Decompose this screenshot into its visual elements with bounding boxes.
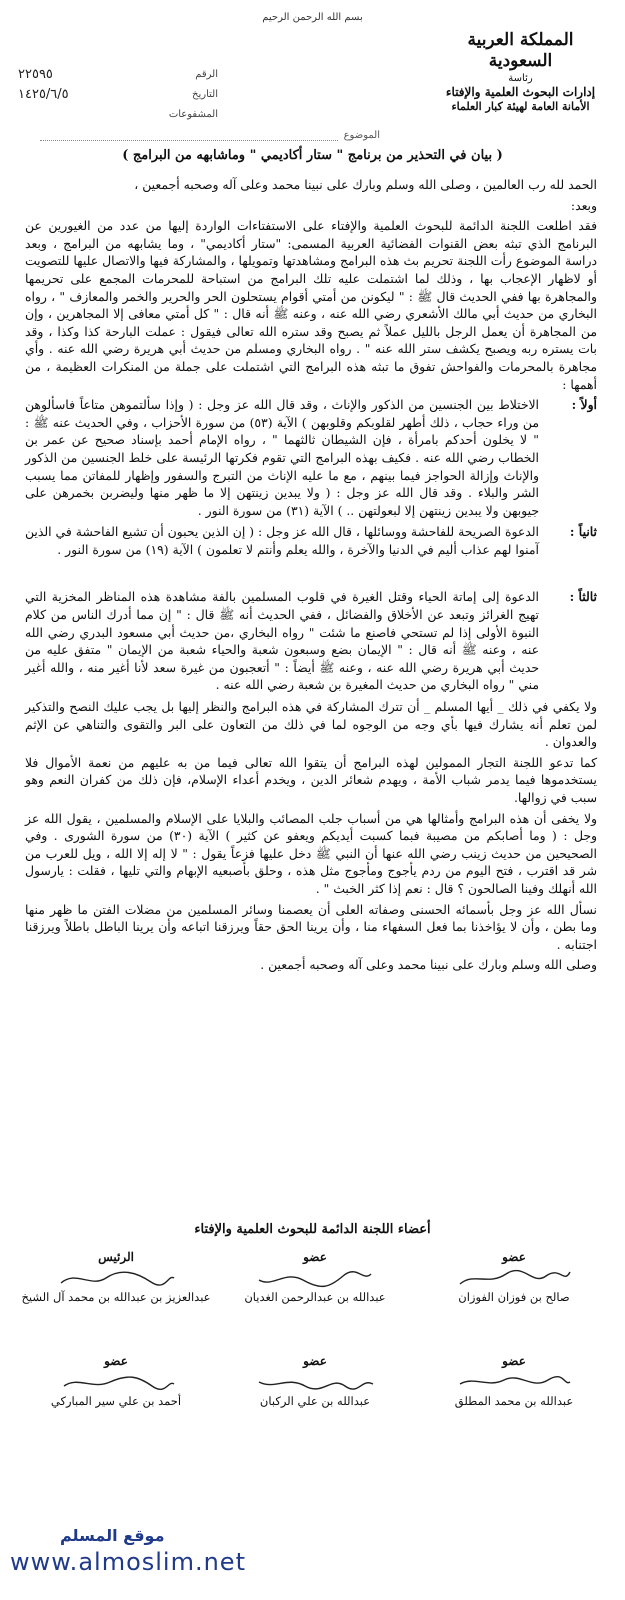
attachments-label: المشفوعات: [168, 108, 218, 120]
meta-attach-row: [18, 104, 218, 124]
org-line-departments: إدارات البحوث العلمية والإفتاء: [445, 85, 596, 99]
signature-block: [220, 1354, 410, 1408]
point-text: الاختلاط بين الجنسين من الذكور والإناث ، وقد قال الله عز وجل : ( وإذا سألتموهن متاعاً فاسألوهن من وراء حجاب ، ذلك أطهر لقلوبكم وقلوبهن ) الآية (٥٣) من سورة الأحزاب ، وفي الحديث عنه ﷺ : " لا يخلون أحدكم بامرأة ، فإن الشيطان ثالثهما " ، رواه الإمام أحمد بإسناد صحيح عن عمر بن الخطاب رضي الله عنه . فكيف بهذه البرامج التي تقوم فكرتها الرئيسة على خلط الجنسين من الذكور والإناث وإزالة الحواجز فيما بينهم ، مع ما عليه الإناث من التبرج والسفور وإظهار للمفاتن مما يسبب الشر والبلاء . وقد قال الله عز وجل : ( ولا يبدين زينتهن إلا ما ظهر منها وليضربن بخمرهن على جيوبهن ولا يبدين زينتهن إلا لبعولتهن .. ) الآية (٣١) من سورة النور .: [25, 397, 539, 518]
paragraph-gap: [25, 562, 597, 588]
org-line-presidency: رئاسة: [508, 72, 533, 84]
subject-row: [40, 130, 380, 141]
signature-scribble-icon: [56, 1372, 176, 1394]
basmala: بسم الله الرحمن الرحيم: [262, 12, 363, 23]
signature-block: [16, 1354, 216, 1408]
signature-name: عبدالله بن عبدالرحمن الغديان: [244, 1290, 386, 1304]
signature-block: [220, 1250, 410, 1304]
signature-scribble-icon: [255, 1268, 375, 1290]
signature-role: عضو: [502, 1250, 526, 1264]
closing-paragraph: ولا يخفى أن هذه البرامج وأمثالها هي من أسباب جلب المصائب والبلايا على الإسلام والمسلمين ، يقول الله عز وجل : ( وما أصابكم من مصيبة فبما كسبت أيديكم ويعفو عن كثير ) الآية (٣٠) من سورة الشورى . وفي الصحيحين من حديث زينب رضي الله عنها أن النبي ﷺ دخل عليها فزعاً يقول : " لا إله إلا الله ، ويل للعرب من شر قد اقترب ، فتح اليوم من ردم يأجوج ومأجوج مثل هذه ، وحلق بأصبعيه الإبهام والتي تليها ، فقلت : يارسول الله أنهلك وفينا الصالحون ؟ قال : نعم إذا كثر الخبث " .: [25, 810, 597, 896]
signature-scribble-icon: [454, 1372, 574, 1394]
signature-name: عبدالله بن علي الركبان: [259, 1394, 371, 1408]
point-text: الدعوة الصريحة للفاحشة ووسائلها ، قال الله عز وجل : ( إن الذين يحبون أن تشيع الفاحشة في الذين آمنوا لهم عذاب أليم في الدنيا والآخرة ، والله يعلم وأنتم لا تعلمون ) الآية (١٩) من سورة النور .: [25, 524, 539, 557]
meta-date-row: [18, 84, 218, 104]
site-url[interactable]: www.almoslim.net: [10, 1548, 246, 1576]
date-value: ١٤٢٥/٦/٥: [18, 86, 69, 102]
signature-block: [16, 1250, 216, 1304]
subject-line: [40, 130, 338, 141]
point-number: ثالثاً :: [569, 589, 597, 605]
point-number: ثانياً :: [569, 524, 597, 540]
point-item: [25, 588, 597, 694]
signature-name: عبدالعزيز بن عبدالله بن محمد آل الشيخ: [21, 1290, 211, 1304]
salutation: وبعد:: [570, 197, 597, 213]
closing-paragraph: كما تدعو اللجنة التجار الممولين لهذه البرامج أن يتقوا الله تعالى فيما من به عليهم من نعمة الأموال فلا يستخدموها فيما يدمر شباب الأمة ، ويهدم شعائر الدين ، ويخدم أعداء الإسلام، فإن ذلك من كفران النعم وهو سبب في زوالها.: [25, 754, 597, 805]
signature-role: الرئيس: [98, 1250, 134, 1264]
signature-role: عضو: [104, 1354, 128, 1368]
signature-name: صالح بن فوزان الفوزان: [458, 1290, 570, 1304]
point-item: [25, 396, 597, 519]
signature-scribble-icon: [454, 1268, 574, 1290]
council-heading: أعضاء اللجنة الدائمة للبحوث العلمية والإفتاء: [194, 1222, 431, 1237]
letterhead-organization: [438, 30, 603, 114]
point-text: الدعوة إلى إماتة الحياء وقتل الغيرة في قلوب المسلمين بالفة مشاهدة هذه المناظر المخزية التي تهيج الغرائز وتبعد عن الأخلاق والفضائل ، ففي الحديث أنه ﷺ قال : " إن مما أدرك الناس من كلام النبوة الأولى إذا لم تستحي فاصنع ما شئت " رواه البخاري ،من حديث أبي مسعود البدري رضي الله عنه ، وعنه ﷺ أنه قال : " الإيمان بضع وسبعون شعبة والحياء شعبة من الإيمان " متفق عليه من حديث أبي هريرة رضي الله عنه ، وعنه ﷺ أيضاً : " أتعجبون من غيرة سعد لأنا أغير منه ، والله أغير مني " رواه البخاري من حديث المغيرة بن شعبة رضي الله عنه .: [25, 589, 539, 693]
document-body: [25, 176, 597, 977]
signature-block: [414, 1250, 614, 1304]
intro-paragraph: فقد اطلعت اللجنة الدائمة للبحوث العلمية والإفتاء على الاستفتاءات الواردة إليها من عدد من الغيورين عن البرنامج الذي تبثه بعض القنوات الفضائية العربية المسمى: "ستار أكاديمي" ، وما يشابهه من البرامج ، وبعد دراسة الموضوع رأت اللجنة تحريم بث هذه البرامج ومشاهدتها وتمويلها ، والمشاركة فيها والاتصال عليها للتصويت أو لاظهار الإعجاب بها ، وذلك لما اشتملت عليه تلك البرامج من استباحة للمحرمات المجمع على تحريمها والمجاهرة بها ففي الحديث قال ﷺ : " ليكونن من أمتي أقوام يستحلون الحر والحرير والخمر والمعازف " ، رواه البخاري من حديث أبي مالك الأشعري رضي الله عنه ، وعنه ﷺ أنه قال : " كل أمتي معافى إلا المجاهرين ، وإن من المجاهرة أن يعمل الرجل بالليل عملاً ثم يصبح وقد ستره الله تعالى فيقول : عملت البارحة كذا وكذا ، وقد بات يستره ربه ويصبح يكشف ستر الله عنه " . رواه البخاري ومسلم من حديث أبي هريرة رضي الله عنه . وأي مجاهرة بالمحرمات والفواحش تفوق ما تبثه هذه البرامج التي اشتملت على جملة من المنكرات العظيمة ، من أهمها :: [25, 218, 597, 392]
org-line-kingdom: المملكة العربية السعودية: [467, 30, 574, 72]
closing-paragraph: ولا يكفي في ذلك _ أيها المسلم _ أن تترك المشاركة في هذه البرامج والنظر إليها بل يجب عليك النصح والتذكير لمن تعلم أنه يشارك فيها بأي وجه من الوجوه لما في ذلك من التعاون على البر والتقوى والتناهي عن الإثم والعدوان .: [25, 699, 597, 750]
signature-role: عضو: [502, 1354, 526, 1368]
point-number: أولاً :: [571, 397, 597, 413]
signature-role: عضو: [303, 1354, 327, 1368]
greeting: الحمد لله رب العالمين ، وصلى الله وسلم وبارك على نبينا محمد وعلى آله وصحبه أجمعين ،: [134, 177, 597, 192]
signature-role: عضو: [303, 1250, 327, 1264]
document-title: ( بيان في التحذير من برنامج " ستار أكاديمي " وماشابهه من البرامج ): [122, 148, 503, 163]
signature-block: [414, 1354, 614, 1408]
date-label: التاريخ: [192, 88, 218, 100]
subject-label: الموضوع: [343, 130, 380, 141]
signature-name: عبدالله بن محمد المطلق: [454, 1394, 574, 1408]
closing-paragraph: نسأل الله عز وجل بأسمائه الحسنى وصفاته العلى أن يعصمنا وسائر المسلمين من مضلات الفتن ما ظهر منها وما بطن ، وأن لا يؤاخذنا بما فعل السفهاء منا ، وأن يرينا الحق حقاً ويرزقنا اتباعه وأن يرينا الباطل باطلاً ويرزقنا اجتنابه .: [25, 901, 597, 952]
ref-label: الرقم: [195, 68, 218, 80]
ref-value: ٢٢٥٩٥: [18, 66, 53, 82]
point-item: [25, 523, 597, 558]
signature-name: أحمد بن علي سير المباركي: [50, 1394, 182, 1408]
org-line-secretariat: الأمانة العامة لهيئة كبار العلماء: [451, 100, 590, 113]
signature-scribble-icon: [56, 1268, 176, 1290]
signature-scribble-icon: [255, 1372, 375, 1394]
site-name: موقع المسلم: [60, 1526, 165, 1545]
closing-paragraph: وصلى الله وسلم وبارك على نبينا محمد وعلى آله وصحبه أجمعين .: [260, 957, 597, 973]
letter-meta: [18, 64, 218, 124]
meta-ref-row: [18, 64, 218, 84]
